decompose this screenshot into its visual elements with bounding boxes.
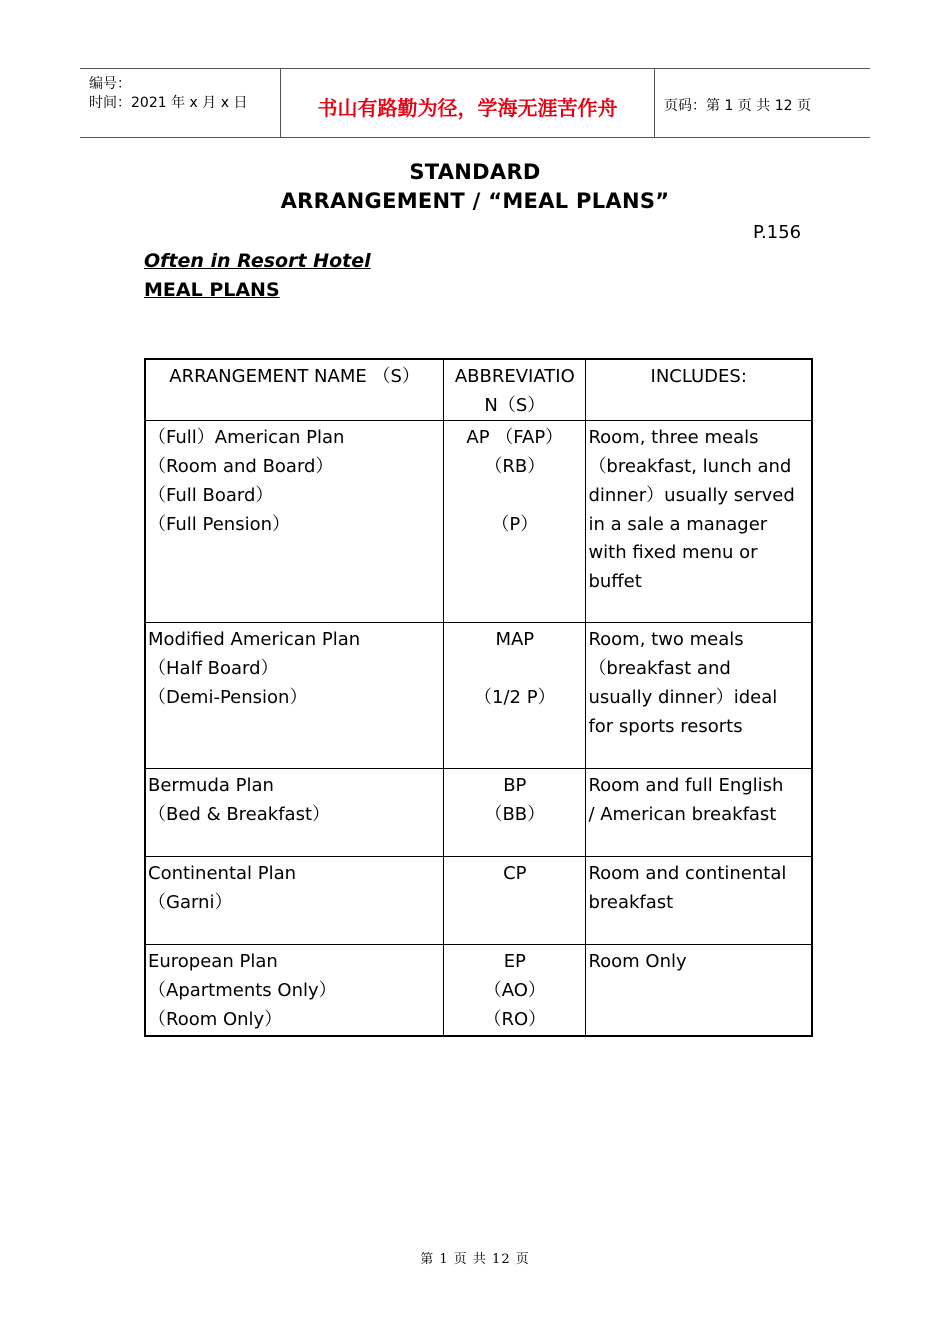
header-includes: INCLUDES: xyxy=(586,359,812,421)
name-line: （Room and Board） xyxy=(148,456,334,478)
abbr-line: （1/2 P） xyxy=(474,686,556,708)
abbr-line: BP xyxy=(503,775,527,797)
includes-line: dinner）usually served xyxy=(588,484,795,506)
includes-line: buffet xyxy=(588,570,642,592)
number-label: 编号： xyxy=(89,76,131,92)
includes-line: Room Only xyxy=(588,951,687,973)
includes-cell xyxy=(586,945,812,1036)
includes-cell xyxy=(586,623,812,769)
includes-line: （breakfast, lunch and xyxy=(588,456,792,478)
table-row xyxy=(145,623,812,769)
abbr-line: CP xyxy=(503,863,527,885)
meal-plans-table xyxy=(144,358,813,1037)
abbr-line: MAP xyxy=(495,629,535,651)
name-line: Bermuda Plan xyxy=(148,775,274,797)
abbreviation-cell xyxy=(444,769,586,857)
header-right-cell xyxy=(654,69,870,137)
includes-cell xyxy=(586,769,812,857)
includes-line: breakfast xyxy=(588,892,674,914)
abbreviation-cell xyxy=(444,421,586,623)
abbr-line xyxy=(446,655,583,684)
name-line: （Full Board） xyxy=(148,484,274,506)
includes-line: usually dinner）ideal xyxy=(588,686,778,708)
name-line: European Plan xyxy=(148,951,278,973)
time-label: 时间：2021 年 x 月 x 日 xyxy=(89,95,248,111)
abbr-line xyxy=(446,482,583,511)
table-row xyxy=(145,421,812,623)
includes-line: in a sale a manager xyxy=(588,513,768,535)
page-reference: P.156 xyxy=(753,222,802,243)
arrangement-name-cell xyxy=(145,623,444,769)
arrangement-name-cell xyxy=(145,769,444,857)
includes-line: / American breakfast xyxy=(588,804,777,826)
abbr-line: （BB） xyxy=(484,804,546,826)
name-line: Continental Plan xyxy=(148,863,297,885)
abbr-line: （RB） xyxy=(484,456,546,478)
title-line-1: STANDARD xyxy=(409,160,541,184)
name-line: （Bed & Breakfast） xyxy=(148,804,331,826)
abbr-line: （P） xyxy=(491,513,539,535)
includes-line: Room, three meals xyxy=(588,427,759,449)
subheading-resort: Often in Resort Hotel xyxy=(144,250,371,272)
document-header xyxy=(80,68,870,138)
includes-line: （breakfast and xyxy=(588,658,731,680)
page-counter: 页码：第 1 页 共 12 页 xyxy=(664,98,811,114)
subheading-meal-plans: MEAL PLANS xyxy=(144,279,280,301)
arrangement-name-cell xyxy=(145,421,444,623)
name-line: （Garni） xyxy=(148,892,233,914)
header-left-cell xyxy=(80,69,280,137)
includes-cell xyxy=(586,857,812,945)
name-line: （Room Only） xyxy=(148,1008,283,1030)
name-line: （Half Board） xyxy=(148,658,279,680)
includes-line: Room, two meals xyxy=(588,629,744,651)
includes-line: Room and full English xyxy=(588,775,784,797)
abbr-line: EP xyxy=(503,951,526,973)
abbreviation-cell xyxy=(444,945,586,1036)
includes-line: Room and continental xyxy=(588,863,787,885)
name-line: （Demi-Pension） xyxy=(148,686,308,708)
table-header-row xyxy=(145,359,812,421)
name-line: Modified American Plan xyxy=(148,629,361,651)
motto-text: 书山有路勤为径，学海无涯苦作舟 xyxy=(317,96,618,120)
abbreviation-cell xyxy=(444,857,586,945)
abbreviation-cell xyxy=(444,623,586,769)
name-line: （Full Pension） xyxy=(148,513,290,535)
title-line-2: ARRANGEMENT / “MEAL PLANS” xyxy=(280,189,670,213)
name-line: （Full）American Plan xyxy=(148,427,345,449)
includes-line: with fixed menu or xyxy=(588,542,758,564)
page-footer: 第 1 页 共 12 页 xyxy=(420,1252,530,1267)
abbr-line: （AO） xyxy=(483,980,546,1002)
arrangement-name-cell xyxy=(145,945,444,1036)
includes-line: for sports resorts xyxy=(588,715,743,737)
table-row xyxy=(145,857,812,945)
header-arrangement-name: ARRANGEMENT NAME （S） xyxy=(145,359,444,421)
table-row xyxy=(145,945,812,1036)
header-center-cell xyxy=(280,69,655,137)
abbr-line: AP （FAP） xyxy=(466,427,564,449)
name-line: （Apartments Only） xyxy=(148,980,337,1002)
table-row xyxy=(145,769,812,857)
includes-cell xyxy=(586,421,812,623)
abbr-line: （RO） xyxy=(483,1008,547,1030)
header-abbreviation: ABBREVIATIO N（S） xyxy=(444,359,586,421)
arrangement-name-cell xyxy=(145,857,444,945)
